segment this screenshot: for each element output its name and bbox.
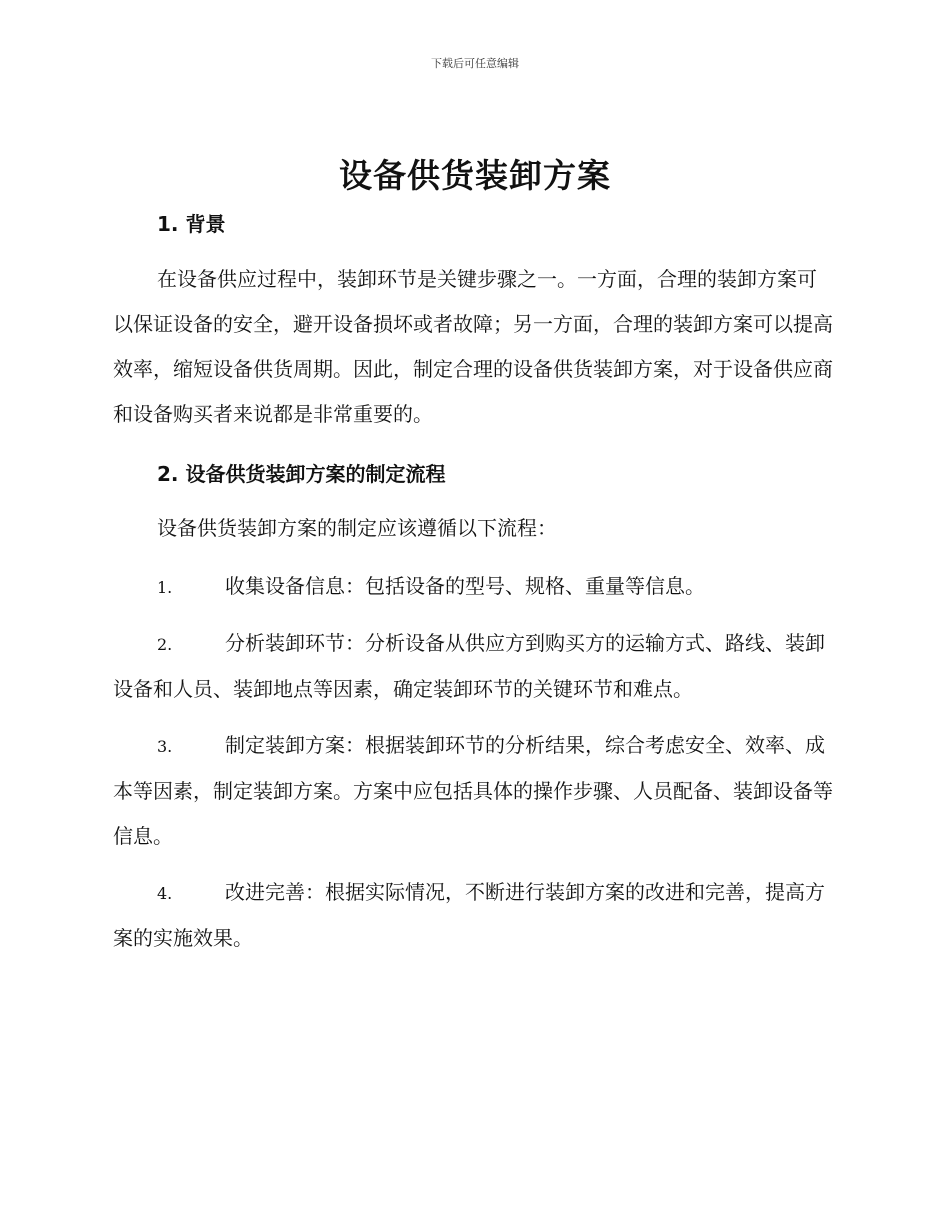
background-paragraph: 在设备供应过程中，装卸环节是关键步骤之一。一方面，合理的装卸方案可以保证设备的安全，避开设备损坏或者故障；另一方面，合理的装卸方案可以提高效率，缩短设备供货周期。因此，制定合理的设备供货装卸方案，对于设备供应商和设备购买者来说都是非常重要的。 xyxy=(113,267,833,426)
header-note: 下载后可任意编辑 xyxy=(431,57,519,70)
section-heading-background: 1. 背景 xyxy=(157,212,226,236)
step-item-1 xyxy=(113,564,833,610)
step-number: 4. xyxy=(157,884,173,903)
step-number: 2. xyxy=(157,635,173,654)
section-heading-process: 2. 设备供货装卸方案的制定流程 xyxy=(157,462,446,486)
process-intro: 设备供货装卸方案的制定应该遵循以下流程： xyxy=(157,516,557,540)
step-item-2 xyxy=(113,621,833,712)
step-item-3 xyxy=(113,723,833,859)
step-text: 制定装卸方案：根据装卸环节的分析结果，综合考虑安全、效率、成本等因素，制定装卸方案。方案中应包括具体的操作步骤、人员配备、装卸设备等信息。 xyxy=(113,733,833,848)
step-text: 分析装卸环节：分析设备从供应方到购买方的运输方式、路线、装卸设备和人员、装卸地点等因素，确定装卸环节的关键环节和难点。 xyxy=(113,631,825,701)
step-text: 改进完善：根据实际情况，不断进行装卸方案的改进和完善，提高方案的实施效果。 xyxy=(113,880,825,950)
step-number: 1. xyxy=(157,578,173,597)
step-number: 3. xyxy=(157,737,173,756)
step-text: 收集设备信息：包括设备的型号、规格、重量等信息。 xyxy=(225,574,705,598)
step-item-4 xyxy=(113,870,833,961)
document-title: 设备供货装卸方案 xyxy=(339,156,611,195)
